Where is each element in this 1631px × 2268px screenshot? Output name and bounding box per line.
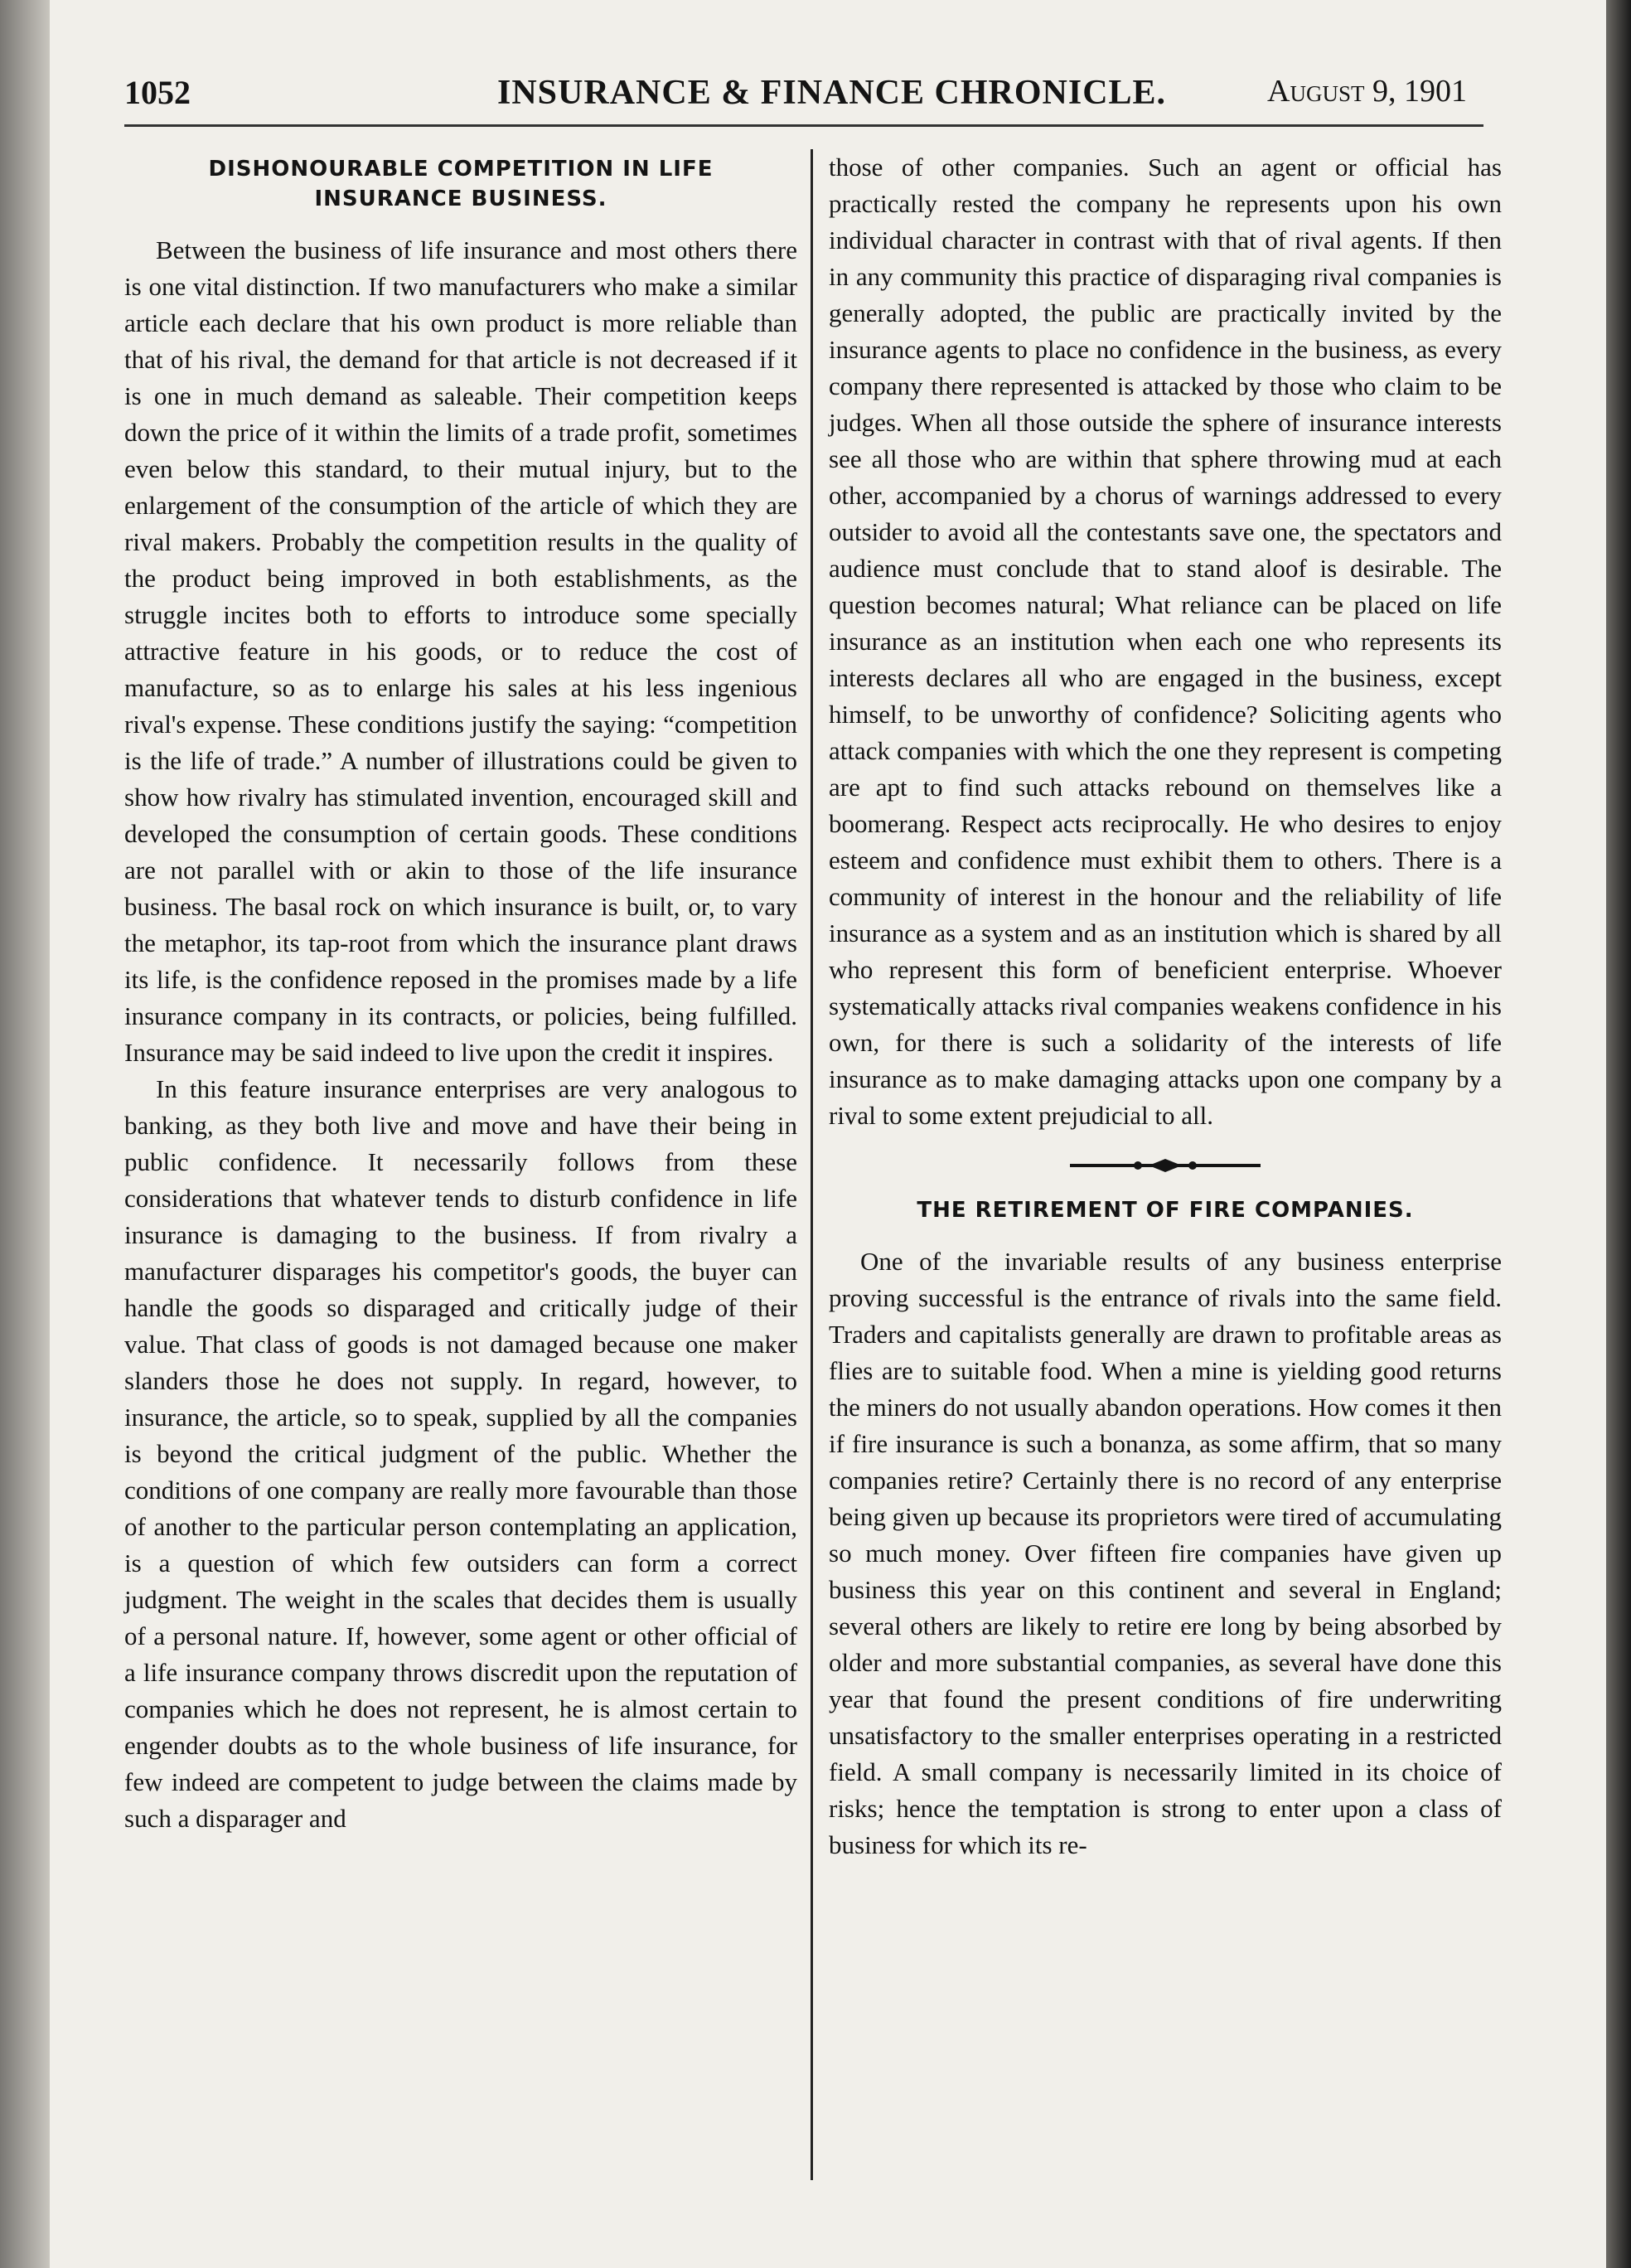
column-rule	[811, 149, 813, 2180]
scan-edge-right	[1606, 0, 1631, 2268]
section-divider-ornament	[829, 1157, 1502, 1174]
article-title-fire-companies: THE RETIREMENT OF FIRE COMPANIES.	[917, 1198, 1414, 1223]
running-head	[124, 73, 1467, 123]
scan-edge-left	[0, 0, 50, 2268]
article-paragraph: In this feature insurance enterprises are very analogous to banking, as they both live and move and have their being in public confidence. It necessarily follows from these considerations that whatever tends to disturb confidence in life insurance is damaging to the business. If from rivalry a manufacturer disparages his competitor's goods, the buyer can handle the goods so disparaged and critically judge of their value. That class of goods is not damaged because one maker slanders those he does not supply. In regard, however, to insurance, the article, so to speak, supplied by all the companies is beyond the critical judgment of the public. Whether the conditions of one company are really more favourable than those of another to the particular person contemplating an application, is a question of which few outsiders can form a correct judgment. The weight in the scales that decides them is usually of a personal nature. If, however, some agent or other official of a life insurance company throws discredit upon the reputation of companies which he does not represent, he is almost certain to engender doubts as to the whole business of life insurance, for few indeed are competent to judge between the claims made by such a disparager and	[124, 1074, 797, 1833]
right-column	[829, 149, 1502, 1863]
article-paragraph: Between the business of life insurance and most others there is one vital distinction. If two manufacturers who make a similar article each declare that his own product is more reliable than that of his rival, the demand for that article is not decreased if it is one in much demand as saleable. Their competition keeps down the price of it within the limits of a trade profit, sometimes even below this standard, to their mutual injury, but to the enlargement of the consumption of the article of which they are rival makers. Probably the competition results in the quality of the product being improved in both establishments, as the struggle incites both to efforts to introduce some specially attractive feature in his goods, or to reduce the cost of manufacture, so as to enlarge his sales at his less ingenious rival's expense. These conditions justify the saying: “competition is the life of trade.” A number of illustrations could be given to show how rivalry has stimulated invention, encouraged skill and developed the consumption of certain goods. These conditions are not parallel with or akin to those of the life insurance business. The basal rock on which insurance is built, or, to vary the metaphor, its tap-root from which the insurance plant draws its life, is the confidence reposed in the promises made by a life insurance company in its contracts, or policies, being fulfilled. Insurance may be said indeed to live upon the credit it inspires.	[124, 235, 797, 1067]
page-number: 1052	[124, 74, 191, 111]
issue-date: August 9, 1901	[1267, 74, 1467, 109]
left-column	[124, 149, 797, 1837]
header-rule	[124, 124, 1483, 127]
article-title-competition: DISHONOURABLE COMPETITION IN LIFE INSURANCE BUSINESS.	[208, 157, 714, 211]
article-paragraph: One of the invariable results of any business enterprise proving successful is the entrance of rivals into the same field. Traders and capitalists generally are drawn to profitable areas as flies are to suitable food. When a mine is yielding good returns the miners do not usually abandon operations. How comes it then if fire insurance is such a bonanza, as some affirm, that so many companies retire? Certainly there is no record of any enterprise being given up because its proprietors were tired of accumulating so much money. Over fifteen fire companies have given up business this year on this continent and several in England; several others are likely to retire ere long by being absorbed by older and more substantial companies, as several have done this year that found the present conditions of fire underwriting unsatisfactory to the smaller enterprises operating in a restricted field. A small company is necessarily limited in its choice of risks; hence the temptation is strong to enter upon a class of business for which its re-	[829, 1247, 1502, 1859]
journal-title: INSURANCE & FINANCE CHRONICLE.	[497, 74, 1167, 112]
article-paragraph-continued: those of other companies. Such an agent or official has practically rested the company he represents upon his own individual character in contrast with that of rival agents. If then in any community this practice of disparaging rival companies is generally adopted, the public are practically invited by the insurance agents to place no confidence in the business, as every company there represented is attacked by those who claim to be judges. When all those outside the sphere of insurance interests see all those who are within that sphere throwing mud at each other, accompanied by a chorus of warnings addressed to every outsider to avoid all the contestants save one, the spectators and audience must conclude that to stand aloof is desirable. The question becomes natural; What reliance can be placed on life insurance as an institution when each one who represents its interests declares all who are engaged in the business, except himself, to be unworthy of confidence? Soliciting agents who attack companies with which the one they represent is competing are apt to find such attacks rebound on themselves like a boomerang. Respect acts reciprocally. He who desires to enjoy esteem and confidence must exhibit them to others. There is a community of interest in the honour and the reliability of life insurance as a system and as an institution which is shared by all who represent this form of beneficient enterprise. Whoever systematically attacks rival companies weakens confidence in his own, for there is such a solidarity of the interests of life insurance as to make damaging attacks upon one company by a rival to some extent prejudicial to all.	[829, 153, 1502, 1130]
